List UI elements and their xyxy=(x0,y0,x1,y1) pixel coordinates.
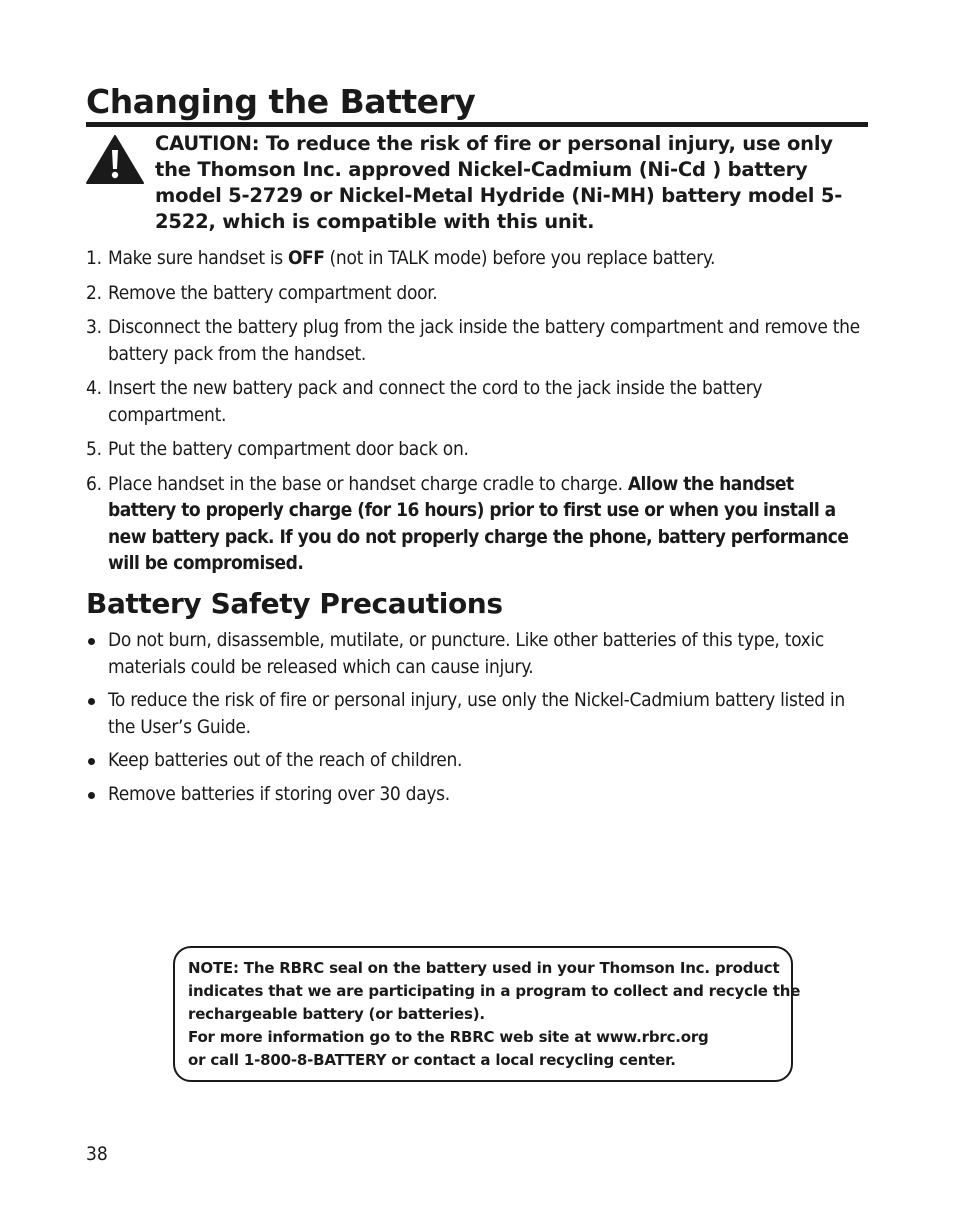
step-text: Put the battery compartment door back on. xyxy=(108,438,469,460)
list-item-text: Keep batteries out of the reach of children. xyxy=(108,749,463,771)
step-item xyxy=(86,280,866,307)
step-bold-text: OFF xyxy=(288,247,325,269)
step-bold-text: Allow the handset battery to properly charge (for 16 hours) prior to first use or when you install a new battery pack. If you do not properly charge the phone, battery performance will be compromised. xyxy=(108,472,849,574)
bullet-icon xyxy=(88,758,95,765)
note-line: or call 1-800-8-BATTERY or contact a local recycling center. xyxy=(188,1051,676,1069)
note-line: NOTE: The RBRC seal on the battery used in your Thomson Inc. product xyxy=(188,959,780,977)
note-line: For more information go to the RBRC web site at www.rbrc.org xyxy=(188,1028,709,1046)
page-number: 38 xyxy=(86,1143,108,1165)
step-number: 1. xyxy=(86,247,102,269)
note-line: rechargeable battery (or batteries). xyxy=(188,1005,485,1023)
caution-text: CAUTION: To reduce the risk of fire or personal injury, use only the Thomson Inc. approved Nickel-Cadmium (Ni-Cd ) battery model 5-2729 or Nickel-Metal Hydride (Ni-MH) battery model 5-2522, which is compatible with this unit. xyxy=(155,132,843,233)
step-text: Remove the battery compartment door. xyxy=(108,281,438,304)
step-text: Place handset in the base or handset charge cradle to charge. xyxy=(108,472,628,495)
step-item xyxy=(86,436,866,463)
note-line: indicates that we are participating in a program to collect and recycle the xyxy=(188,982,801,1000)
step-item xyxy=(86,314,866,367)
warning-triangle-icon xyxy=(86,134,144,184)
list-item xyxy=(86,687,856,740)
step-number: 6. xyxy=(86,472,102,495)
page-title: Changing the Battery xyxy=(86,82,868,127)
list-item xyxy=(86,627,856,680)
step-number: 5. xyxy=(86,438,102,460)
step-text: Make sure handset is xyxy=(108,247,289,269)
bullet-icon xyxy=(88,792,95,799)
list-item-text: Remove batteries if storing over 30 days. xyxy=(108,782,450,805)
precautions-list xyxy=(86,627,856,814)
bullet-icon xyxy=(88,638,95,645)
step-number: 3. xyxy=(86,316,102,338)
step-number: 4. xyxy=(86,377,102,399)
step-text: Insert the new battery pack and connect the cord to the jack inside the battery compartment. xyxy=(108,377,763,426)
list-item-text: To reduce the risk of fire or personal injury, use only the Nickel-Cadmium battery listed in the User’s Guide. xyxy=(108,689,845,738)
list-item-text: Do not burn, disassemble, mutilate, or puncture. Like other batteries of this type, toxic materials could be released which can cause injury. xyxy=(108,629,825,678)
step-text: Disconnect the battery plug from the jack inside the battery compartment and remove the battery pack from the handset. xyxy=(108,316,860,365)
step-text-tail: (not in TALK mode) before you replace battery. xyxy=(324,247,716,269)
step-number: 2. xyxy=(86,281,102,304)
list-item xyxy=(86,781,856,808)
step-item xyxy=(86,245,866,272)
battery-steps-list xyxy=(86,245,866,585)
step-item xyxy=(86,471,866,577)
step-item xyxy=(86,375,866,428)
rbrc-note-box xyxy=(173,946,801,1082)
bullet-icon xyxy=(88,698,95,705)
list-item xyxy=(86,747,856,774)
section-heading: Battery Safety Precautions xyxy=(86,587,503,620)
